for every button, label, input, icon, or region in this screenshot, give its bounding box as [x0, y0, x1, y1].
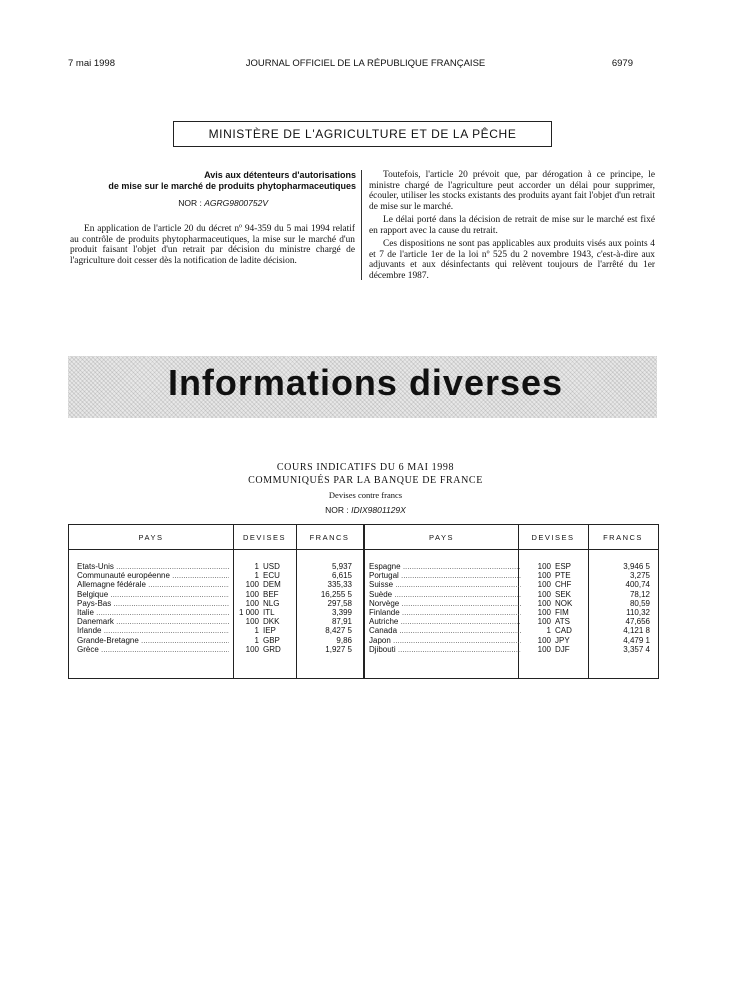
quantity: 100 — [537, 589, 551, 599]
table-row — [369, 599, 655, 608]
franc-value: 16,255 5 — [320, 589, 352, 599]
quantity: 1 — [254, 562, 259, 571]
table-row — [77, 608, 361, 617]
franc-value: 3,946 5 — [623, 562, 650, 571]
table-row — [77, 626, 361, 635]
currency-code: IEP — [263, 626, 276, 636]
country-name: Espagne ..... — [369, 562, 521, 571]
table-row — [369, 580, 655, 589]
quantity: 1 000 — [238, 607, 259, 617]
currency-code: GRD — [263, 644, 281, 654]
country-name: Belgique ..... — [77, 590, 229, 599]
table-row — [77, 636, 361, 645]
section-banner-title: Informations diverses — [167, 362, 564, 403]
franc-value: 4,479 1 — [623, 635, 650, 645]
country-name: Suisse ..... — [369, 580, 521, 589]
table-row — [369, 590, 655, 599]
ministry-heading: MINISTÈRE DE L'AGRICULTURE ET DE LA PÊCHE — [173, 121, 552, 147]
currency-code: DJF — [555, 644, 570, 654]
quantity: 100 — [245, 598, 259, 608]
exchange-rates-table — [68, 524, 659, 679]
table-row — [77, 617, 361, 626]
page-number: 6979 — [611, 58, 633, 69]
country-name: Grande-Bretagne ..... — [77, 636, 229, 645]
table-divider — [363, 525, 365, 678]
franc-value: 297,58 — [327, 598, 352, 608]
quantity: 100 — [245, 617, 259, 627]
country-name: Suède ..... — [369, 590, 521, 599]
currency-code: GBP — [263, 635, 280, 645]
country-name: Danemark ..... — [77, 617, 229, 626]
country-name: Finlande ..... — [369, 608, 521, 617]
currency-code: ATS — [555, 617, 570, 627]
franc-value: 110,32 — [626, 607, 650, 617]
table-row — [369, 645, 655, 654]
quantity: 100 — [537, 644, 551, 654]
country-name: Communauté européenne ..... — [77, 571, 229, 580]
table-row — [369, 608, 655, 617]
rates-right-list — [369, 562, 655, 654]
currency-code: SEK — [555, 589, 572, 599]
quantity: 100 — [245, 580, 259, 590]
notice-paragraph: Toutefois, l'article 20 prévoit que, par dérogation à ce principe, le ministre chargé de l'agriculture peut accorder un délai pour supprimer, écouler, utiliser les stocks existants des produits ayant fait l'objet d'un retrait de mise sur le marché. — [369, 170, 655, 212]
table-row — [369, 636, 655, 645]
franc-value: 8,427 5 — [325, 626, 352, 636]
franc-value: 3,399 — [331, 607, 352, 617]
country-name: Norvège ..... — [369, 599, 521, 608]
currency-code: USD — [263, 562, 280, 571]
table-row — [77, 562, 361, 571]
table-row — [77, 571, 361, 580]
franc-value: 3,357 4 — [623, 644, 650, 654]
franc-value: 1,927 5 — [325, 644, 352, 654]
currency-code: PTE — [555, 571, 571, 581]
col-header-devises: DEVISES — [531, 533, 575, 542]
col-header-pays: PAYS — [429, 533, 454, 542]
quantity: 100 — [537, 598, 551, 608]
quantity: 100 — [537, 635, 551, 645]
notice-paragraph: Ces dispositions ne sont pas applicables aux produits visés aux points 4 et 7 de l'article 1er de la loi nº 525 du 2 novembre 1943, c'est-à-dire aux adjuvants et aux désinfectants qui relèvent toujours de l'arrêté du 1er décembre 1987. — [369, 239, 655, 281]
country-name: Japon ..... — [369, 636, 521, 645]
country-name: Portugal ..... — [369, 571, 521, 580]
notice-right-column — [369, 170, 655, 284]
table-row — [369, 562, 655, 571]
currency-code: NOK — [555, 598, 573, 608]
notice-title-line2: de mise sur le marché de produits phytopharmaceutiques — [108, 181, 356, 191]
franc-value: 335,33 — [327, 580, 352, 590]
notice-nor-label: NOR : — [178, 198, 202, 208]
quantity: 1 — [254, 571, 259, 581]
table-row — [77, 599, 361, 608]
journal-title: JOURNAL OFFICIEL DE LA RÉPUBLIQUE FRANÇAISE — [245, 58, 486, 69]
notice-paragraph: Le délai porté dans la décision de retrait de mise sur le marché est fixé en rapport avec la cause du retrait. — [369, 215, 655, 236]
table-row — [369, 571, 655, 580]
rates-left-list — [77, 562, 361, 654]
quantity: 100 — [245, 644, 259, 654]
currency-code: CAD — [555, 626, 572, 636]
table-row — [369, 617, 655, 626]
quantity: 100 — [537, 607, 551, 617]
notice-title — [58, 170, 356, 192]
col-header-pays: PAYS — [138, 533, 164, 542]
franc-value: 87,91 — [331, 617, 352, 627]
notice-left-column — [70, 224, 355, 269]
franc-value: 80,59 — [629, 598, 650, 608]
currency-code: ESP — [555, 562, 572, 571]
franc-value: 78,12 — [629, 589, 650, 599]
quantity: 100 — [537, 571, 551, 581]
currency-code: FIM — [555, 607, 569, 617]
rates-subtitle: Devises contre francs — [328, 490, 403, 500]
rates-title: COURS INDICATIFS DU 6 MAI 1998 — [276, 462, 455, 473]
quantity: 100 — [245, 589, 259, 599]
currency-code: BEF — [263, 589, 279, 599]
col-header-francs: FRANCS — [603, 533, 643, 542]
franc-value: 3,275 — [629, 571, 650, 581]
column-divider — [361, 170, 362, 280]
quantity: 1 — [546, 626, 551, 636]
notice-nor-code: AGRG9800752V — [204, 198, 268, 208]
rates-nor-code: IDIX9801129X — [351, 505, 406, 515]
currency-code: DKK — [263, 617, 280, 627]
currency-code: ITL — [263, 607, 275, 617]
rates-nor-label: NOR : — [325, 505, 349, 515]
country-name: Canada ..... — [369, 626, 521, 635]
franc-value: 4,121 8 — [623, 626, 650, 636]
currency-code: DEM — [263, 580, 281, 590]
franc-value: 5,937 — [331, 562, 352, 571]
col-header-francs: FRANCS — [309, 533, 350, 542]
notice-nor — [58, 198, 268, 208]
notice-paragraph: En application de l'article 20 du décret nº 94-359 du 5 mai 1994 relatif au contrôle de produits phytopharmaceutiques, la mise sur le marché d'un produit faisant l'objet d'un retrait par décision du ministre chargé de l'agriculture doit cesser dès la notification de ladite décision. — [70, 224, 355, 266]
table-row — [77, 590, 361, 599]
currency-code: JPY — [555, 635, 570, 645]
country-name: Grèce ..... — [77, 645, 229, 654]
quantity: 1 — [254, 626, 259, 636]
country-name: Allemagne fédérale ..... — [77, 580, 229, 589]
table-row — [77, 580, 361, 589]
col-header-devises: DEVISES — [242, 533, 286, 542]
quantity: 1 — [254, 635, 259, 645]
rates-title-2: COMMUNIQUÉS PAR LA BANQUE DE FRANCE — [248, 475, 483, 486]
quantity: 100 — [537, 580, 551, 590]
franc-value: 6,615 — [331, 571, 352, 581]
country-name: Irlande ..... — [77, 626, 229, 635]
currency-code: NLG — [263, 598, 280, 608]
franc-value: 9,86 — [336, 635, 352, 645]
header-date: 7 mai 1998 — [68, 58, 116, 69]
quantity: 100 — [537, 562, 551, 571]
quantity: 100 — [537, 617, 551, 627]
franc-value: 47,656 — [625, 617, 650, 627]
currency-code: ECU — [263, 571, 280, 581]
country-name: Italie ..... — [77, 608, 229, 617]
franc-value: 400,74 — [625, 580, 650, 590]
notice-title-line1: Avis aux détenteurs d'autorisations — [204, 170, 356, 180]
country-name: Etats-Unis ..... — [77, 562, 229, 571]
currency-code: CHF — [555, 580, 572, 590]
table-row — [369, 626, 655, 635]
country-name: Pays-Bas ..... — [77, 599, 229, 608]
rates-nor — [0, 505, 731, 515]
country-name: Djibouti ..... — [369, 645, 521, 654]
country-name: Autriche ..... — [369, 617, 521, 626]
table-row — [77, 645, 361, 654]
